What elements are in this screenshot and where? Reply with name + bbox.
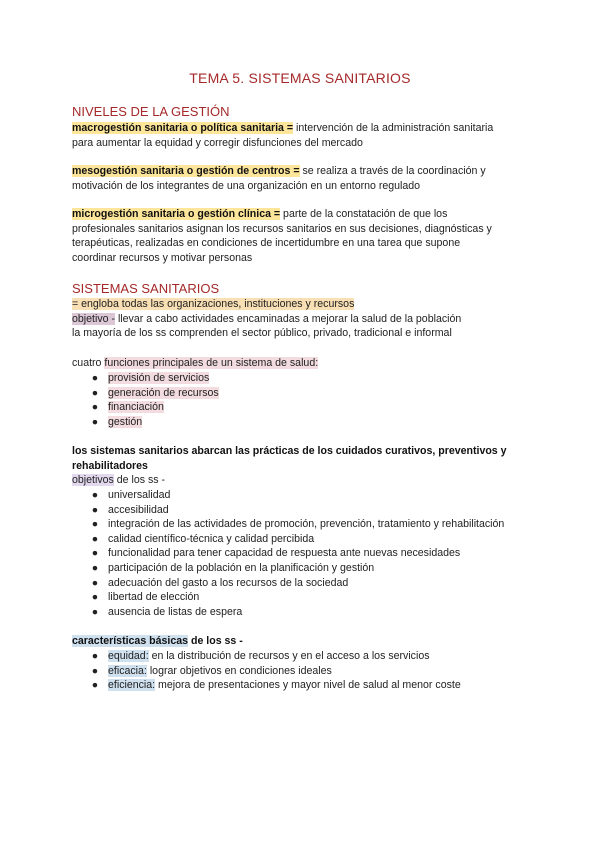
meso-def: se realiza a través de la coordinación y xyxy=(299,165,486,177)
bullet-icon: ● xyxy=(91,489,99,501)
list-item-text: integración de las actividades de promoción, prevención, tratamiento y rehabilitación xyxy=(108,518,505,531)
meso-term: mesogestión sanitaria o gestión de centros = xyxy=(72,165,300,177)
bullet-icon: ● xyxy=(91,547,99,560)
list-item-text: provisión de servicios xyxy=(108,372,210,384)
funciones-label: funciones principales de un sistema de salud: xyxy=(104,357,319,369)
list-item-text: financiación xyxy=(108,401,164,414)
list-item xyxy=(90,415,219,430)
bullet-icon: ● xyxy=(91,518,99,531)
caracteristicas-label: características básicas xyxy=(72,635,189,647)
list-item-text: adecuación del gasto a los recursos de la sociedad xyxy=(108,576,349,589)
list-item-text: ausencia de listas de espera xyxy=(108,605,243,618)
list-item xyxy=(90,488,504,503)
micro-term: microgestión sanitaria o gestión clínica = xyxy=(72,208,281,220)
bullet-icon: ● xyxy=(91,591,99,604)
abarcan-line-1: los sistemas sanitarios abarcan las prácticas de los cuidados curativos, preventivos y xyxy=(72,445,507,457)
bullet-icon: ● xyxy=(91,401,99,414)
section-heading-sistemas: SISTEMAS SANITARIOS xyxy=(72,281,220,296)
cuatro-funciones-line xyxy=(72,356,542,371)
list-item xyxy=(90,371,219,386)
list-item xyxy=(90,400,219,415)
caract-text: lograr objetivos en condiciones ideales xyxy=(146,664,332,677)
list-item xyxy=(90,590,504,605)
meso-def-2: motivación de los integrantes de una organización en un entorno regulado xyxy=(72,179,421,192)
list-item-text: participación de la población en la planificación y gestión xyxy=(108,561,375,574)
list-item xyxy=(90,678,461,693)
bullet-icon: ● xyxy=(91,664,99,677)
list-item xyxy=(90,561,504,576)
sistemas-intro xyxy=(72,297,542,341)
macro-def-2: para aumentar la equidad y corregir disfunciones del mercado xyxy=(72,136,363,149)
mayoria-text: la mayoría de los ss comprenden el sector público, privado, tradicional e informal xyxy=(72,327,452,340)
bullet-icon: ● xyxy=(91,650,99,662)
page-title: TEMA 5. SISTEMAS SANITARIOS xyxy=(189,70,411,86)
caract-text: mejora de presentaciones y mayor nivel de salud al menor coste xyxy=(155,679,461,692)
bullet-icon: ● xyxy=(91,679,99,692)
objetivos-rest: de los ss - xyxy=(113,474,166,487)
micro-def-4: coordinar recursos y motivar personas xyxy=(72,251,253,264)
list-item xyxy=(90,576,504,591)
micro-def-3: terapéuticas, realizadas en condiciones de incertidumbre en una tarea que supone xyxy=(72,237,461,250)
bullet-icon: ● xyxy=(91,386,99,399)
list-item-text: universalidad xyxy=(108,489,171,501)
caracteristicas-list xyxy=(90,649,461,693)
list-item-text: libertad de elección xyxy=(108,591,200,604)
caracteristicas-line xyxy=(72,634,542,649)
funciones-list xyxy=(90,371,219,429)
bullet-icon: ● xyxy=(91,561,99,574)
list-item xyxy=(90,605,504,620)
bullet-icon: ● xyxy=(91,372,99,384)
micro-def: parte de la constatación de que los xyxy=(280,208,448,220)
list-item xyxy=(90,503,504,518)
macro-def: intervención de la administración sanitaria xyxy=(293,122,494,134)
micro-paragraph xyxy=(72,207,542,265)
list-item-text: funcionalidad para tener capacidad de respuesta ante nuevas necesidades xyxy=(108,547,461,560)
caract-term: equidad: xyxy=(108,650,149,662)
micro-def-2: profesionales sanitarios asignan los recursos sanitarios en sus decisiones, diagnósticas y xyxy=(72,222,492,235)
bullet-icon: ● xyxy=(91,503,99,516)
list-item xyxy=(90,546,504,561)
macro-term: macrogestión sanitaria o política sanitaria = xyxy=(72,122,294,134)
objetivos-list xyxy=(90,488,504,619)
abarcan-paragraph xyxy=(72,444,537,488)
objetivos-label: objetivos xyxy=(72,474,114,487)
objetivo-label: objetivo - xyxy=(72,312,115,325)
objetivo-text: llevar a cabo actividades encaminadas a mejorar la salud de la población xyxy=(115,312,462,325)
section-heading-niveles: NIVELES DE LA GESTIÓN xyxy=(72,104,230,119)
caract-term: eficiencia: xyxy=(108,679,156,692)
list-item xyxy=(90,649,461,664)
bullet-icon: ● xyxy=(91,415,99,428)
bullet-icon: ● xyxy=(91,605,99,618)
meso-paragraph xyxy=(72,164,542,193)
list-item-text: calidad científico-técnica y calidad percibida xyxy=(108,532,315,545)
list-item xyxy=(90,664,461,679)
list-item xyxy=(90,386,219,401)
caracteristicas-rest: de los ss - xyxy=(188,635,243,647)
abarcan-line-2: rehabilitadores xyxy=(72,459,148,472)
list-item xyxy=(90,517,504,532)
caract-text: en la distribución de recursos y en el acceso a los servicios xyxy=(148,650,430,662)
cuatro-prefix: cuatro xyxy=(72,357,105,369)
list-item-text: accesibilidad xyxy=(108,503,169,516)
macro-paragraph xyxy=(72,121,542,150)
caract-term: eficacia: xyxy=(108,664,147,677)
list-item xyxy=(90,532,504,547)
list-item-text: gestión xyxy=(108,415,143,428)
engloba-text: = engloba todas las organizaciones, instituciones y recursos xyxy=(72,298,355,310)
bullet-icon: ● xyxy=(91,532,99,545)
list-item-text: generación de recursos xyxy=(108,386,219,399)
bullet-icon: ● xyxy=(91,576,99,589)
